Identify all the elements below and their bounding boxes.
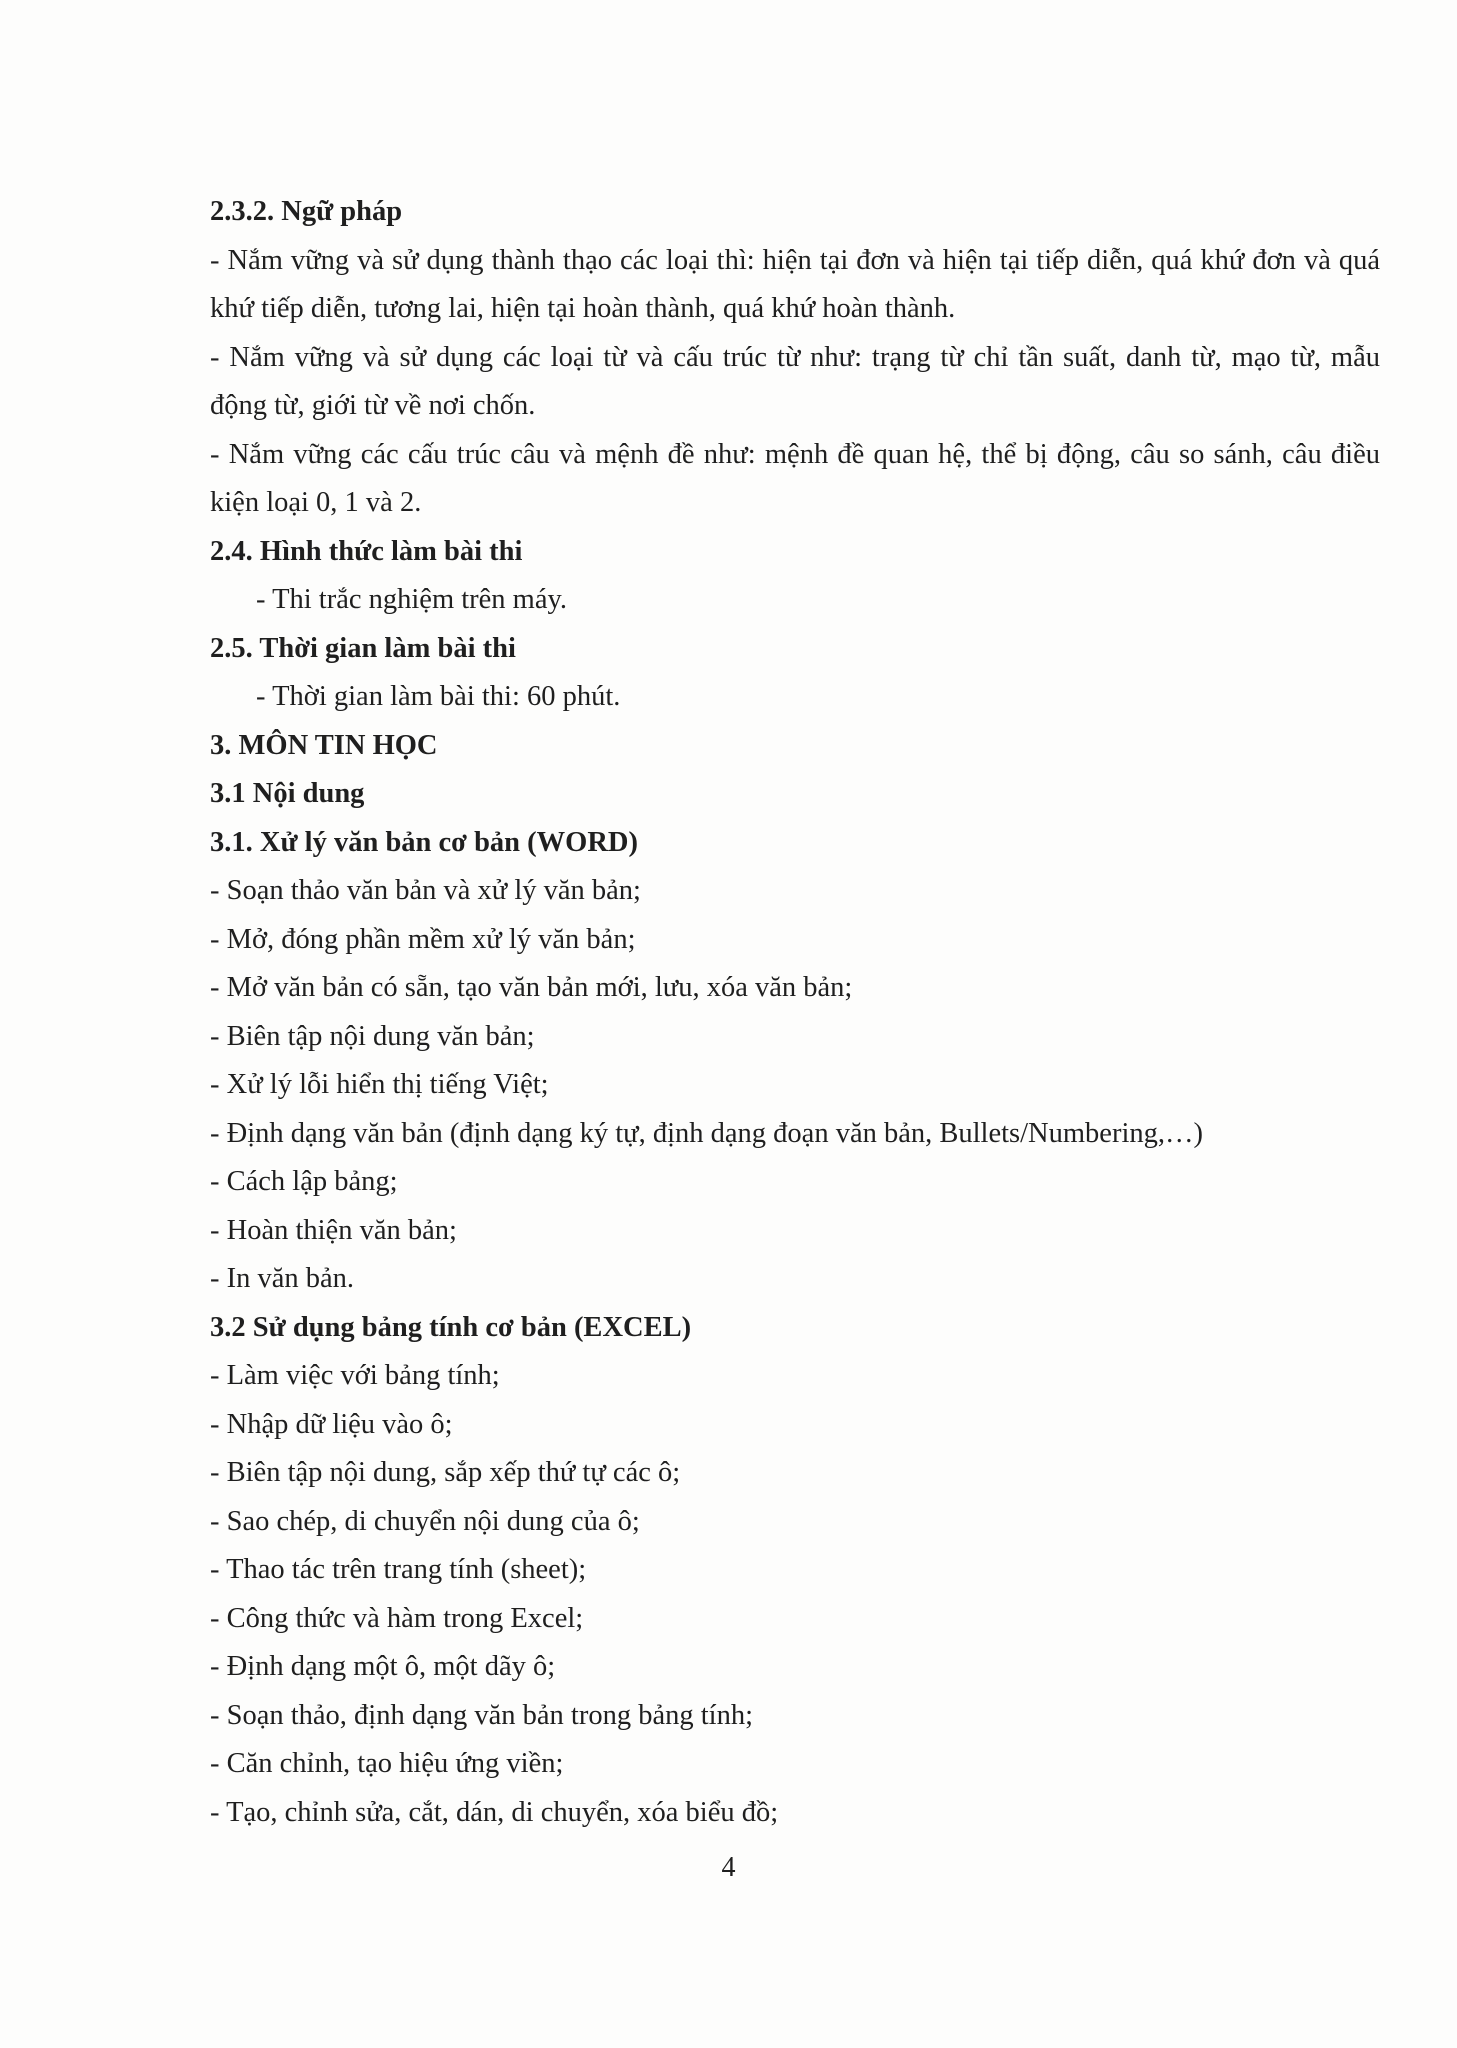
word-item: - Hoàn thiện văn bản; bbox=[210, 1214, 457, 1246]
grammar-item-1: - Nắm vững và sử dụng thành thạo các loại thì: hiện tại đơn và hiện tại tiếp diễn, quá khứ đơn và quá khứ tiếp diễn, tương lai, hiện tại hoàn thành, quá khứ hoàn thành. bbox=[210, 244, 1380, 324]
word-item: - Mở văn bản có sẵn, tạo văn bản mới, lưu, xóa văn bản; bbox=[210, 972, 853, 1003]
excel-item: - Căn chỉnh, tạo hiệu ứng viền; bbox=[210, 1748, 564, 1779]
excel-item: - Sao chép, di chuyển nội dung của ô; bbox=[210, 1505, 640, 1537]
heading-2-3-2: 2.3.2. Ngữ pháp bbox=[210, 196, 403, 227]
excel-item: - Biên tập nội dung, sắp xếp thứ tự các ô; bbox=[210, 1457, 681, 1488]
document-body bbox=[210, 188, 1380, 1837]
page-number: 4 bbox=[721, 1852, 736, 1883]
excel-item: - Soạn thảo, định dạng văn bản trong bảng tính; bbox=[210, 1699, 753, 1731]
excel-item: - Công thức và hàm trong Excel; bbox=[210, 1602, 584, 1634]
grammar-item-3: - Nắm vững các cấu trúc câu và mệnh đề như: mệnh đề quan hệ, thể bị động, câu so sánh, câu điều kiện loại 0, 1 và 2. bbox=[210, 438, 1380, 518]
word-item: - Soạn thảo văn bản và xử lý văn bản; bbox=[210, 875, 641, 906]
word-item: - Định dạng văn bản (định dạng ký tự, định dạng đoạn văn bản, Bullets/Numbering,…) bbox=[210, 1117, 1203, 1149]
word-item: - Xử lý lỗi hiển thị tiếng Việt; bbox=[210, 1069, 549, 1100]
excel-item: - Định dạng một ô, một dãy ô; bbox=[210, 1651, 556, 1682]
grammar-item-2: - Nắm vững và sử dụng các loại từ và cấu trúc từ như: trạng từ chỉ tần suất, danh từ, mạo từ, mẫu động từ, giới từ về nơi chốn. bbox=[210, 341, 1380, 421]
heading-3-1-word: 3.1. Xử lý văn bản cơ bản (WORD) bbox=[210, 826, 638, 858]
word-item: - In văn bản. bbox=[210, 1263, 355, 1294]
word-item: - Biên tập nội dung văn bản; bbox=[210, 1020, 535, 1052]
excel-item: - Thao tác trên trang tính (sheet); bbox=[210, 1554, 587, 1585]
heading-3: 3. MÔN TIN HỌC bbox=[210, 729, 438, 761]
heading-2-5: 2.5. Thời gian làm bài thi bbox=[210, 632, 516, 664]
word-item: - Mở, đóng phần mềm xử lý văn bản; bbox=[210, 923, 636, 955]
heading-3-2-excel: 3.2 Sử dụng bảng tính cơ bản (EXCEL) bbox=[210, 1311, 692, 1343]
excel-item: - Tạo, chỉnh sửa, cắt, dán, di chuyển, xóa biểu đồ; bbox=[210, 1796, 779, 1828]
excel-item: - Làm việc với bảng tính; bbox=[210, 1360, 500, 1391]
excel-item: - Nhập dữ liệu vào ô; bbox=[210, 1408, 453, 1440]
word-item: - Cách lập bảng; bbox=[210, 1166, 398, 1197]
exam-format-text: - Thi trắc nghiệm trên máy. bbox=[256, 584, 568, 615]
heading-2-4: 2.4. Hình thức làm bài thi bbox=[210, 535, 523, 567]
exam-duration-text: - Thời gian làm bài thi: 60 phút. bbox=[256, 681, 621, 712]
heading-3-1-content: 3.1 Nội dung bbox=[210, 778, 365, 809]
